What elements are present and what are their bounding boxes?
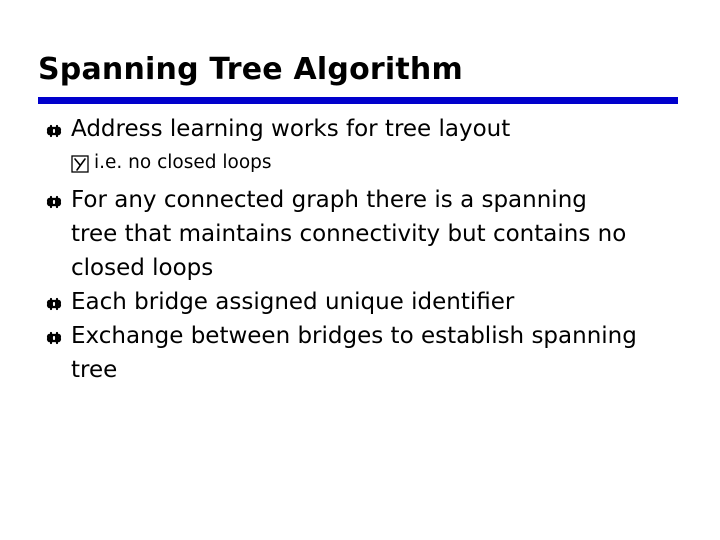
bullet-text-line: tree that maintains connectivity but contains no <box>71 221 627 247</box>
command-key-icon <box>44 121 64 141</box>
command-key-icon <box>44 294 64 314</box>
sub-bullet-item <box>44 146 684 180</box>
command-key-icon <box>44 192 64 212</box>
bullet-text: Address learning works for tree layout <box>71 116 511 142</box>
sub-bullet-text: i.e. no closed loops <box>94 152 272 173</box>
bullet-text-line: For any connected graph there is a spanning <box>71 187 587 213</box>
bullet-item <box>44 112 684 146</box>
title-underline <box>38 97 678 104</box>
bullet-item <box>44 319 684 387</box>
bullet-text: Each bridge assigned unique identifier <box>71 289 515 315</box>
bullet-item <box>44 285 684 319</box>
slide-title: Spanning Tree Algorithm <box>38 52 463 87</box>
command-key-icon <box>44 328 64 348</box>
bullet-list <box>44 112 684 387</box>
bullet-text-line: Exchange between bridges to establish spanning <box>71 323 637 349</box>
bullet-text-line: closed loops <box>71 255 214 281</box>
bullet-item <box>44 183 684 285</box>
y-glyph-icon <box>71 155 89 173</box>
bullet-text-line: tree <box>71 357 118 383</box>
